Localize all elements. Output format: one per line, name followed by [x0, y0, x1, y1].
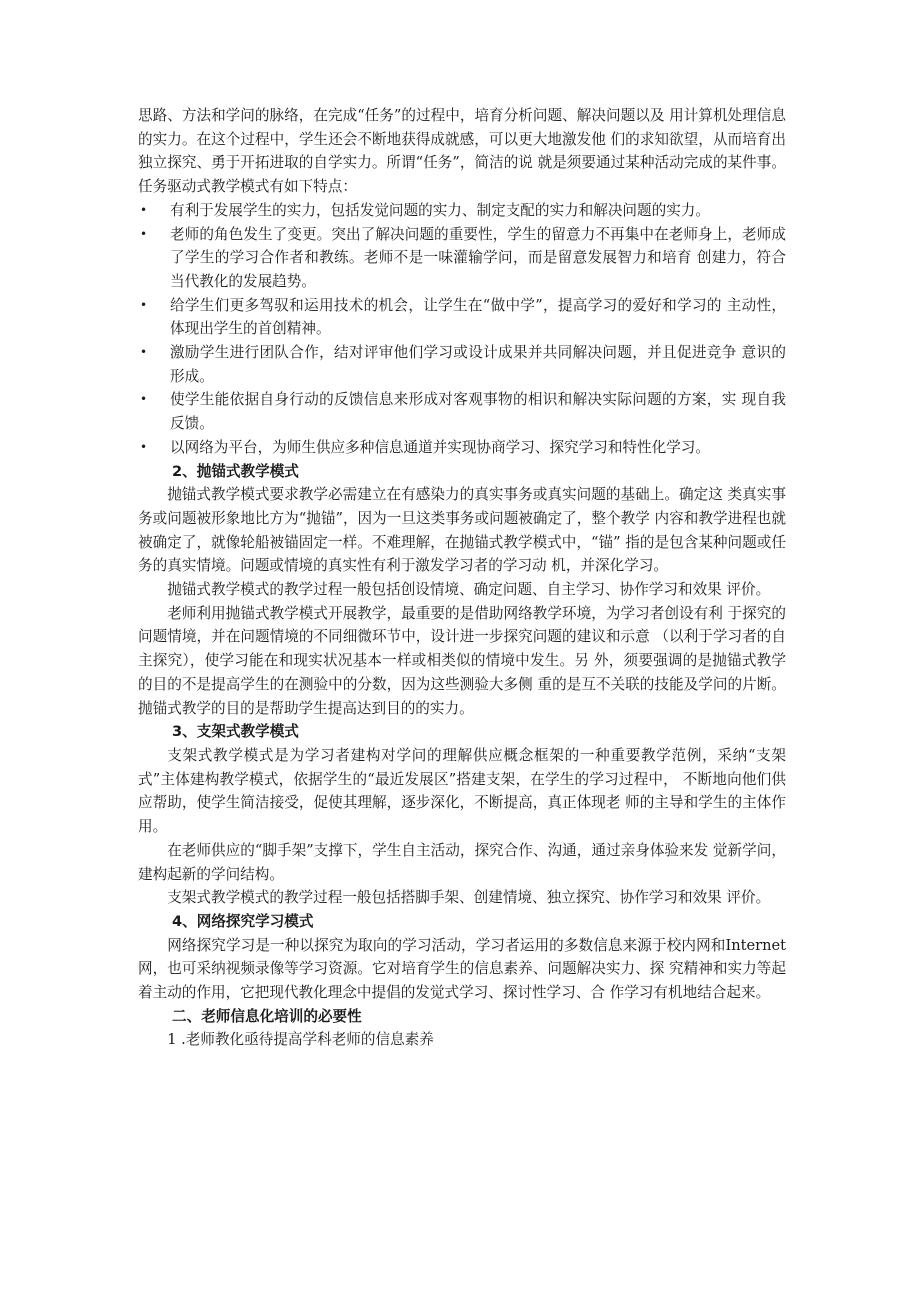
- list-item: • 有利于发展学生的实力，包括发觉问题的实力、制定支配的实力和解决问题的实力。: [138, 199, 786, 223]
- paragraph: 网络探究学习是一种以探究为取向的学习活动，学习者运用的多数信息来源于校内网和Internet网，也可采纳视频录像等学习资源。它对培育学生的信息素养、问题解决实力、探 究精神和实力等起着主动的作用，它把现代教化理念中提倡的发觉式学习、探讨性学习、合 作学习有机地结合起来。: [138, 936, 786, 1002]
- bullet-icon: •: [140, 392, 148, 407]
- list-item: • 激励学生进行团队合作，结对评审他们学习或设计成果并共同解决问题，并且促进竞争 意识的形成。: [138, 341, 786, 388]
- bullet-icon: •: [140, 297, 148, 312]
- paragraph: 在老师供应的“脚手架”支撑下，学生自主活动，探究合作、沟通，通过亲身体验来发 觉新学问，建构起新的学问结构。: [138, 841, 786, 883]
- list-item: • 使学生能依据自身行动的反馈信息来形成对客观事物的相识和解决实际问题的方案，实 现自我反馈。: [138, 388, 786, 435]
- list-item: • 以网络为平台，为师生供应多种信息通道并实现协商学习、探究学习和特性化学习。: [138, 436, 786, 460]
- list-item: • 给学生们更多驾驭和运用技术的机会，让学生在“做中学”，提高学习的爱好和学习的 主动性，体现出学生的首创精神。: [138, 294, 786, 341]
- paragraph: 支架式教学模式是为学习者建构对学问的理解供应概念框架的一种重要教学范例，采纳“支架式”主体建构教学模式，依据学生的“最近发展区”搭建支架，在学生的学习过程中， 不断地向他们供应帮助，使学生简洁接受，促使其理解，逐步深化，不断提高，真正体现老 师的主导和学生的主体作用。: [138, 746, 786, 836]
- bullet-icon: •: [140, 345, 148, 360]
- section-heading-network: 4、网络探究学习模式: [172, 912, 314, 930]
- section-heading-anchored: 2、抛锚式教学模式: [172, 462, 299, 480]
- chapter-heading: 二、老师信息化培训的必要性: [172, 1007, 362, 1025]
- paragraph: 老师利用抛锚式教学模式开展教学，最重要的是借助网络教学环境，为学习者创设有利 于探究的问题情境，并在问题情境的不同细微环节中，设计进一步探究问题的建议和示意 （以利于学习者的自主探究），使学习能在和现实状况基本一样或相类似的情境中发生。另 外，须要强调的是抛锚式教学的目的不是提高学生的在测验中的分数，因为这些测验大多侧 重的是互不关联的技能及学问的片断。抛锚式教学的目的是帮助学生提高达到目的的实力。: [138, 604, 786, 717]
- paragraph: 支架式教学模式的教学过程一般包括搭脚手架、创建情境、独立探究、协作学习和效果 评价。: [167, 889, 771, 907]
- document-page: [138, 104, 786, 1052]
- list-item: • 老师的角色发生了变更。突出了解决问题的重要性，学生的留意力不再集中在老师身上，老师成了学生的学习合作者和教练。老师不是一味灌输学问，而是留意发展智力和培育 创建力，符合当代教化的发展趋势。: [138, 223, 786, 294]
- feature-list: [138, 199, 786, 460]
- bullet-icon: •: [140, 226, 148, 241]
- subheading: 1 .老师教化亟待提高学科老师的信息素养: [167, 1031, 434, 1049]
- intro-paragraph: 思路、方法和学问的脉络，在完成“任务”的过程中，培育分析问题、解决问题以及 用计算机处理信息的实力。在这个过程中，学生还会不断地获得成就感，可以更大地激发他 们的求知欲望，从而培育出独立探究、勇于开拓进取的自学实力。所谓“任务”，简洁的说 就是须要通过某种活动完成的某件事。任务驱动式教学模式有如下特点：: [138, 107, 786, 196]
- section-heading-scaffold: 3、支架式教学模式: [172, 723, 299, 741]
- paragraph: 抛锚式教学模式的教学过程一般包括创设情境、确定问题、自主学习、协作学习和效果 评价。: [167, 581, 771, 599]
- bullet-icon: •: [140, 439, 148, 454]
- paragraph: 抛锚式教学模式要求教学必需建立在有感染力的真实事务或真实问题的基础上。确定这 类真实事务或问题被形象地比方为“抛锚”，因为一旦这类事务或问题被确定了，整个教学 内容和教学进程也就被确定了，就像轮船被锚固定一样。不难理解，在抛锚式教学模式中，“锚” 指的是包含某种问题或任务的真实情境。问题或情境的真实性有利于激发学习者的学习动 机，并深化学习。: [138, 486, 786, 575]
- bullet-icon: •: [140, 202, 148, 217]
